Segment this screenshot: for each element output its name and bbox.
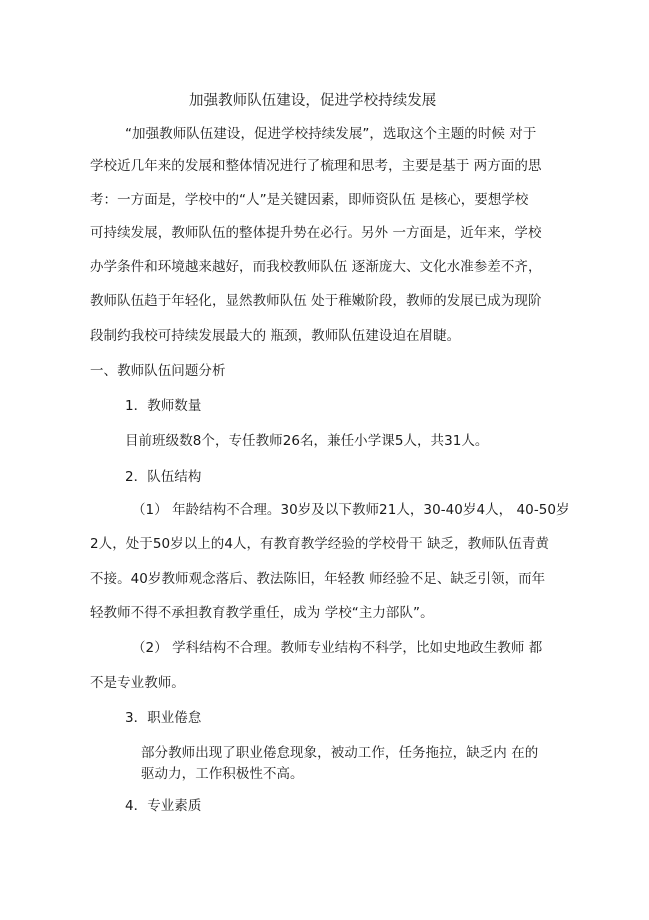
subitem-line: 轻教师不得不承担教育教学重任，成为 学校“主力部队”。 bbox=[90, 605, 434, 621]
intro-line: 教师队伍趋于年轻化，显然教师队伍 处于稚嫩阶段，教师的发展已成为现阶 bbox=[90, 293, 542, 309]
item-text: 驱动力，工作积极性不高。 bbox=[141, 766, 304, 782]
subitem-line: 2人，处于50岁以上的4人，有教育教学经验的学校骨干 缺乏，教师队伍青黄 bbox=[90, 536, 549, 552]
intro-line: “加强教师队伍建设，促进学校持续发展”，选取这个主题的时候 对于 bbox=[125, 126, 537, 142]
intro-line: 办学条件和环境越来越好，而我校教师队伍 逐渐庞大、文化水准参差不齐， bbox=[90, 259, 542, 275]
subitem-line: （1） 年龄结构不合理。30岁及以下教师21人，30-40岁4人， 40-50岁 bbox=[132, 502, 570, 518]
item-text: 目前班级数8个，专任教师26名，兼任小学课5人，共31人。 bbox=[125, 433, 489, 449]
intro-line: 段制约我校可持续发展最大的 瓶颈，教师队伍建设迫在眉睫。 bbox=[90, 328, 461, 344]
item-heading: 4．专业素质 bbox=[125, 798, 202, 814]
item-heading: 2．队伍结构 bbox=[125, 469, 202, 485]
item-text: 部分教师出现了职业倦怠现象，被动工作，任务拖拉，缺乏内 在的 bbox=[141, 745, 539, 761]
item-heading: 1．教师数量 bbox=[125, 398, 202, 414]
intro-line: 学校近几年来的发展和整体情况进行了梳理和思考，主要是基于 两方面的思 bbox=[90, 158, 542, 174]
item-heading: 3．职业倦怠 bbox=[125, 710, 202, 726]
document-title: 加强教师队伍建设，促进学校持续发展 bbox=[189, 93, 437, 109]
subitem-line: （2） 学科结构不合理。教师专业结构不科学，比如史地政生教师 都 bbox=[132, 640, 543, 656]
section-heading: 一、教师队伍问题分析 bbox=[90, 363, 226, 379]
intro-line: 可持续发展，教师队伍的整体提升势在必行。另外 一方面是，近年来，学校 bbox=[90, 225, 542, 241]
subitem-line: 不是专业教师。 bbox=[90, 675, 185, 691]
subitem-line: 不接。40岁教师观念落后、教法陈旧，年轻教 师经验不足、缺乏引领，而年 bbox=[90, 571, 546, 587]
intro-line: 考：一方面是，学校中的“人”是关键因素，即师资队伍 是核心，要想学校 bbox=[90, 192, 529, 208]
